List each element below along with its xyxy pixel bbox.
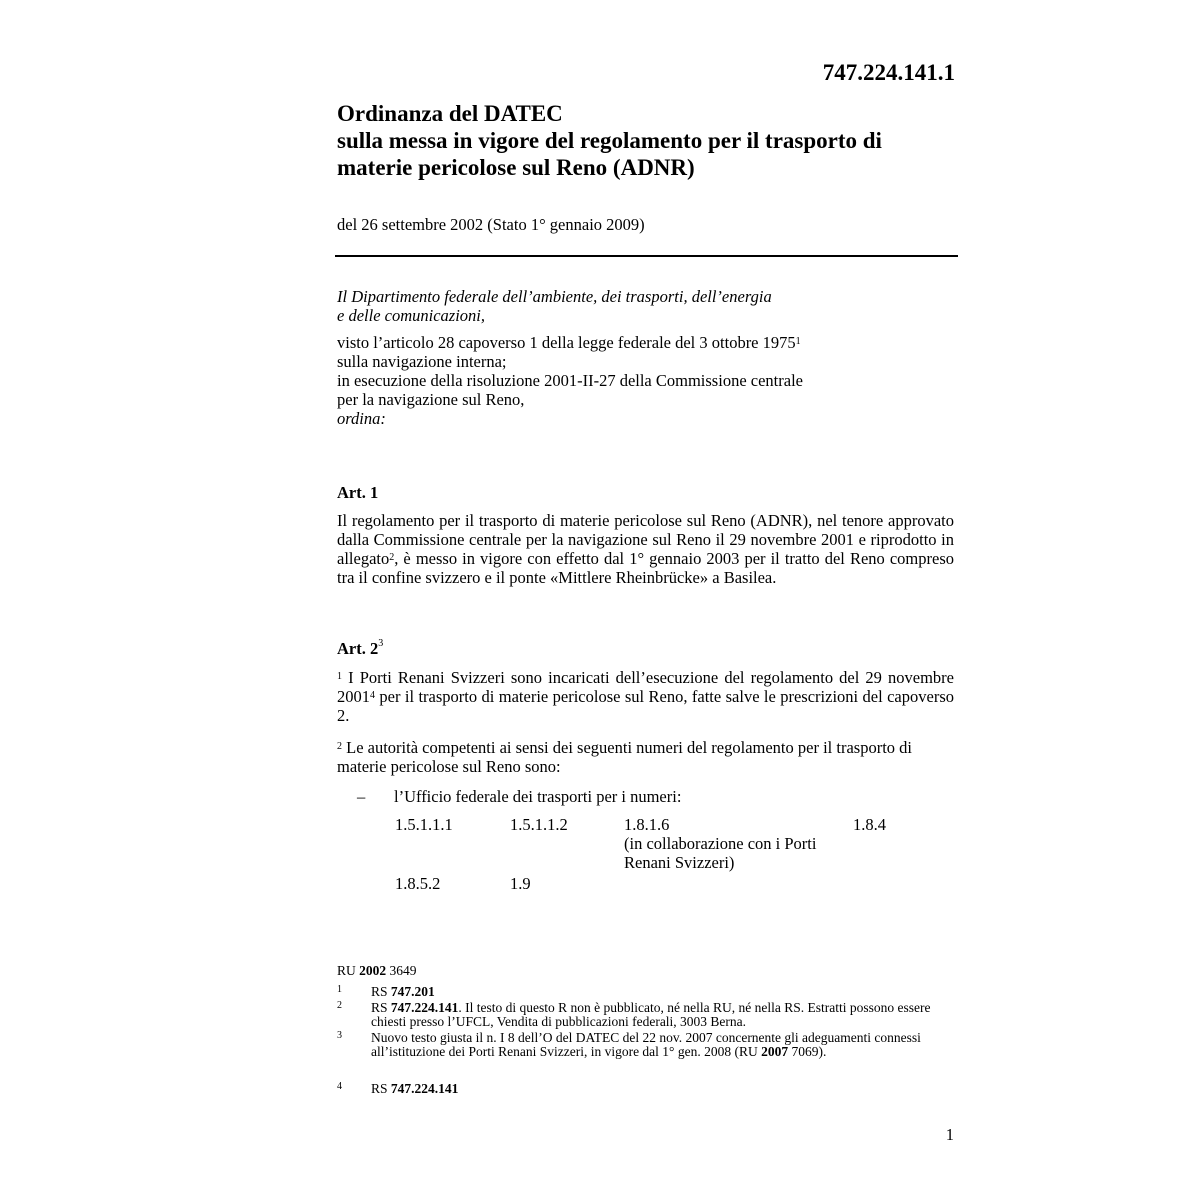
footnote-text: RS 747.201 (371, 984, 435, 999)
sr-number: 747.224.141.1 (822, 60, 955, 85)
ordina: ordina: (337, 409, 386, 428)
footnote-number: 4 (337, 1081, 342, 1092)
rule-number: 1.5.1.1.1 (395, 815, 453, 834)
title-line-2: sulla messa in vigore del regolamento per il trasporto di (337, 128, 882, 153)
article-1-body: Il regolamento per il trasporto di materie pericolose sul Reno (ADNR), nel tenore approvato dalla Commissione centrale per la navigazione sul Reno il 29 novembre 2001 e riprodotto in allegato$^2$, è messo in vigore con effetto dal 1° gennaio 2003 per il tratto del Reno compreso tra il confine svizzero e il ponte «Mittlere Rheinbrücke» a Basilea. (337, 511, 954, 587)
footnote-number: 2 (337, 1000, 342, 1011)
article-2-paragraph-1: $^1$ I Porti Renani Svizzeri sono incaricati dell’esecuzione del regolamento del 29 novembre 2001$^4$ per il trasporto di materie pericolose sul Reno, fatte salve le prescrizioni del capoverso 2. (337, 668, 954, 725)
footnote-text: RS 747.224.141 (371, 1081, 459, 1096)
article-2-paragraph-2: $^2$ Le autorità competenti ai sensi dei seguenti numeri del regolamento per il trasporto di materie pericolose sul Reno sono: (337, 738, 912, 776)
title-divider (335, 255, 958, 257)
list-item-text: l’Ufficio federale dei trasporti per i numeri: (394, 787, 682, 806)
rule-number: 1.8.4 (853, 815, 886, 834)
footnote-ref-3[interactable]: 3 (378, 638, 384, 649)
footnote-text: Nuovo testo giusta il n. I 8 dell’O del DATEC del 22 nov. 2007 concernente gli adeguamenti connessi all’istituzione dei Porti Renani Svizzeri, in vigore dal 1° gen. 2008 (RU 2007 7069). (371, 1030, 921, 1059)
footnote-ref-1[interactable]: 1 (795, 336, 801, 347)
article-1-heading: Art. 1 (337, 483, 379, 502)
dash-bullet: – (357, 787, 366, 806)
footnote-text: RS 747.224.141. Il testo di questo R non è pubblicato, né nella RU, né nella RS. Estratti possono essere chiesti presso l’UFCL, Vendita di pubblicazioni federali, 3003 Berna. (371, 1000, 931, 1029)
article-2-heading: Art. $2^3$ (337, 638, 384, 658)
date-line: del 26 settembre 2002 (Stato 1° gennaio 2009) (337, 215, 645, 234)
footnote-number: 1 (337, 984, 342, 995)
visto-line-2: sulla navigazione interna; (337, 352, 507, 371)
authority-line-1: Il Dipartimento federale dell’ambiente, dei trasporti, dell’energia (337, 287, 772, 306)
rule-number: 1.8.1.6 (624, 815, 670, 834)
rule-number-note: Renani Svizzeri) (624, 853, 735, 872)
paragraph-number-1: 1 (337, 671, 342, 682)
preamble (337, 287, 897, 428)
esecuzione-line-1: in esecuzione della risoluzione 2001-II-27 della Commissione centrale (337, 371, 803, 390)
footnote-ref-4[interactable]: 4 (370, 690, 375, 701)
paragraph-number-2: 2 (337, 741, 342, 752)
authority-line-2: e delle comunicazioni, (337, 306, 486, 325)
ru-reference: RU 2002 3649 (337, 963, 417, 978)
document-title (337, 100, 977, 181)
footnote-number: 3 (337, 1030, 342, 1041)
rule-number: 1.9 (510, 874, 531, 893)
title-line-3: materie pericolose sul Reno (ADNR) (337, 155, 695, 180)
visto-line-1: visto l’articolo 28 capoverso 1 della legge federale del 3 ottobre 1975$^1$ (337, 333, 801, 352)
rule-number: 1.8.5.2 (395, 874, 441, 893)
title-line-1: Ordinanza del DATEC (337, 101, 563, 126)
rule-number: 1.5.1.1.2 (510, 815, 568, 834)
page-number: 1 (945, 1125, 954, 1144)
rule-number-note: (in collaborazione con i Porti (624, 834, 817, 853)
footnote-ref-2[interactable]: 2 (389, 552, 395, 563)
esecuzione-line-2: per la navigazione sul Reno, (337, 390, 525, 409)
